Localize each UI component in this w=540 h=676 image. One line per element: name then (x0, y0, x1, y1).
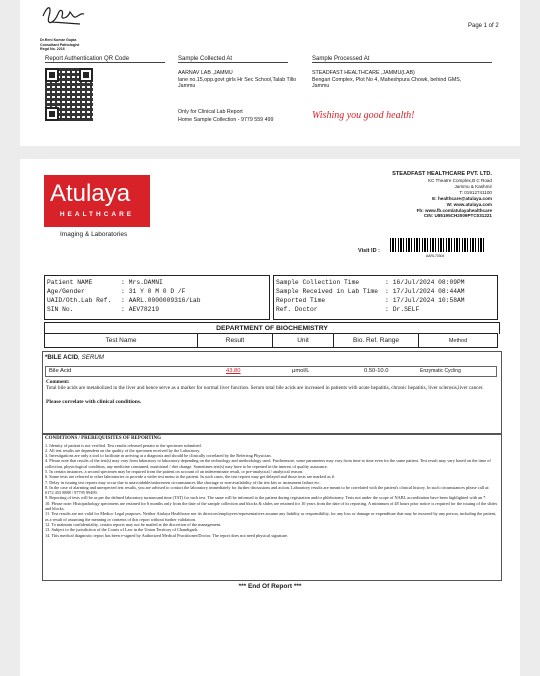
panel-name: BILE ACID (47, 354, 79, 361)
signatory-title: Consultant Pathologist (40, 42, 80, 47)
company-email: E: healthcare@atulaya.com (432, 195, 492, 201)
condition-item: 13. Subject to the jurisdiction of the Courts of Law in the Union Territory of Chandigarh. (45, 527, 199, 533)
test-method: Enzymatic Cycling (420, 368, 461, 374)
signature-icon (40, 2, 90, 32)
barcode-icon (390, 238, 485, 252)
collected-line-3: Jammu (178, 83, 196, 89)
patient-row-age: Age/Gender : 31 Y 0 M 0 D /F (45, 287, 203, 296)
collected-line-1: AARNAV LAB ,JAMMU (178, 70, 233, 76)
test-result: 43.80 (226, 368, 241, 374)
logo-brand: Atulaya (50, 180, 131, 207)
company-tel: T: 01912741100 (459, 189, 492, 195)
condition-item: 14. This medical diagnostic report has been e-signed by Authorized Medical Practitioner/Doctor. The report does not need physical signature. (45, 532, 289, 538)
condition-item: 11. Test results are not valid for Medico Legal purposes. Neither Atulaya Healthcare nor its directors/employees/representatives assume any liability or responsibility, for any loss or damage or expenditure that may be incurred by any person, including the patient, as a result of assuming the meaning or contents of this report without further validation. (45, 511, 497, 522)
reported-time-row: Reported Time : 17/Jul/2024 10:58AM (276, 297, 465, 304)
signatory-name: Dr.Reni Kumar Gupta (40, 38, 77, 42)
conditions-box (42, 433, 502, 581)
comment-text: Total bile acids are metabolized in the liver and hence serve as a marker for normal liver function. Serum total bile acids are increased in patients with acute hepatitis, chronic hepatitis, liver sclerosis,liver cancer. (46, 385, 484, 392)
condition-item: 10. Please note: Histopathology specimens are retained for 6 months only from the date of the sample collection and blocks & slides are retained for 10 years from the date of its reporting. A minimum of 48 hours prior notice is required for the issuing of the slides and blocks. (45, 500, 498, 512)
company-addr-2: Jammu & Kashmir (454, 183, 492, 189)
qr-code-icon (45, 68, 93, 121)
qr-label: Report Authentication QR Code (45, 56, 165, 63)
patient-row-uaid: UAID/Oth.Lab Ref. : AARL.0000009316/Lab (47, 297, 201, 304)
header-range: Bio. Ref. Range (334, 334, 419, 348)
label: UAID/Oth.Lab Ref. (47, 297, 112, 304)
patient-row-name: Patient NAME : Mrs.DAMNI (45, 278, 203, 287)
value: AARL.0000009316/Lab (128, 297, 201, 304)
company-cin: CIN: U85195CH2009PTC031221 (423, 213, 492, 219)
department-title: DEPARTMENT OF BIOCHEMISTRY (44, 322, 500, 334)
end-of-report: *** End Of Report *** (238, 583, 302, 590)
condition-item: 6. Some tests are referred to other laboratories to provide a wider test menu to the patient. In such cases, the test reports may get delayed and those tests are marked as #. (45, 474, 335, 480)
only-for-note: Only for Clinical Lab Report (178, 109, 243, 115)
condition-item: 7. Delay in issuing test reports may occur due to unavoidable/unforeseen circumstances like shortage or non-availability of the test kits or instrument failure etc. (45, 479, 321, 485)
condition-item: 5. In certain instances, a second specimen may be required from the patient on account of an indeterminate result, or pre-analytical / analytical reason. (45, 468, 304, 474)
company-fb: Fb: www.fb.com/atulayahealthcare (416, 207, 492, 213)
value: 17/Jul/2024 10:58AM (392, 297, 465, 304)
logo-sub: HEALTHCARE (59, 211, 135, 218)
value: 31 Y 0 M 0 D /F (128, 288, 186, 295)
report-page-2 (20, 159, 520, 676)
atulaya-logo (44, 175, 150, 227)
company-addr-1: KC Theatre Complex,B C Road (427, 178, 492, 183)
result-row (45, 366, 497, 377)
panel-title: *BILE ACID, SERUM (45, 354, 104, 361)
visit-code: AARL70304 (426, 254, 445, 258)
wish-text: Wishing you good health! (312, 110, 415, 121)
label: SIN No. (47, 306, 74, 313)
condition-item: 3. Investigations are only a tool to facilitate in arriving at a diagnosis and should be clinically correlated by the Referring Physician. (45, 453, 272, 459)
label: Ref. Doctor (276, 306, 318, 313)
test-range: 0.50-10.0 (364, 368, 389, 374)
ref-doctor-row: Ref. Doctor : Dr.SELF (274, 305, 467, 314)
test-name: Bile Acid (49, 368, 72, 374)
value: 17/Jul/2024 08:44AM (392, 288, 465, 295)
collected-label: Sample Collected At (178, 56, 288, 63)
report-page-1-footer (20, 0, 520, 146)
label: Sample Collection Time (276, 279, 360, 286)
label: Age/Gender (47, 288, 85, 295)
patient-info-left (44, 275, 270, 320)
processed-label: Sample Processed At (312, 56, 492, 63)
condition-item: 12. To maintain confidentiality, certain reports may not be mailed at the discretion of the management. (45, 521, 222, 527)
patient-row-sin: SIN No. : AEV78219 (45, 305, 203, 314)
sample-received-row: Sample Received in Lab Time : 17/Jul/2024 08:44AM (276, 288, 465, 295)
conditions-title: CONDITIONS / PREREQUISITES OF REPORTING (45, 436, 162, 441)
company-name: STEADFAST HEALTHCARE PVT. LTD. (392, 171, 492, 177)
condition-item: 2. All test results are dependent on the quality of the specimen received by the Laboratory. (45, 447, 201, 453)
comment-label: Comment: (46, 379, 70, 385)
collected-line-2: lane no.15,opp.govt girls Hr Sec School,Talab Tillo (178, 76, 297, 83)
value: 16/Jul/2024 08:09PM (392, 279, 465, 286)
test-unit: μmol/L (292, 368, 310, 374)
label: Reported Time (276, 297, 326, 304)
condition-item: 1. Identity of patient is not verified. Test results released pertain to the specimen submitted. (45, 442, 202, 448)
condition-item: 9. Reporting of tests will be as per the defined laboratory turnaround time (TAT) for such test. The same will be informed to the patient during registration and/or phlebotomy. Tests not under the scope of NABL accreditation have been highlighted with an *. (45, 495, 487, 501)
header-method: Method (419, 334, 498, 348)
header-unit: Unit (273, 334, 334, 348)
header-test-name: Test Name (45, 334, 198, 348)
sample-collection-row: Sample Collection Time : 16/Jul/2024 08:09PM (276, 279, 465, 286)
home-collection: Home Sample Collection - 9779 559 499 (178, 117, 274, 123)
processed-line-1: STEADFAST HEALTHCARE ,JAMMU(LAB) (312, 70, 415, 76)
logo-tagline: Imaging & Laboratories (60, 231, 128, 238)
value: Dr.SELF (392, 306, 420, 313)
condition-item: 4. Please note that results of the test(s) may vary from laboratory to laboratory depending on the technology and methodology used. Furthermore, some parameters may vary from time to time even for the same patient. Test result may vary based on the time of collection, physiological condition, any medicine consumed, nutritional / diet change. Sometimes test(s) may have to be repeated in the interest of quality assurance. (45, 458, 491, 469)
signatory-reg: Regd No. 2216 (40, 47, 65, 51)
company-web: W: www.atulaya.com (446, 201, 492, 207)
page-number: Page 1 of 2 (468, 23, 499, 29)
correlate-note: Please correlate with clinical conditions. (46, 399, 142, 406)
label: Patient NAME (47, 279, 93, 286)
patient-info-right (273, 275, 498, 320)
condition-item: 8. In the case of alarming and unexpected test results, you are advised to contact the laboratory immediately for further discussions and action. Laboratory results are meant to be correlated with the patient's clinical history. In such circumstances please call at: 0172 455 8888 / 97795 99499. (45, 484, 490, 496)
panel-specimen: , SERUM (78, 354, 104, 361)
value: AEV78219 (128, 306, 160, 313)
visit-id-label: Visit ID : (358, 248, 380, 254)
header-result: Result (198, 334, 273, 348)
processed-line-2: Bengari Complex, Plot No 4, Maheshpura Chowk, behind GMS, (312, 76, 462, 83)
label: Sample Received in Lab Time (276, 288, 379, 295)
result-panel (42, 351, 502, 435)
results-header (44, 333, 498, 348)
value: Mrs.DAMNI (128, 279, 163, 286)
processed-line-3: Jammu (312, 83, 330, 89)
